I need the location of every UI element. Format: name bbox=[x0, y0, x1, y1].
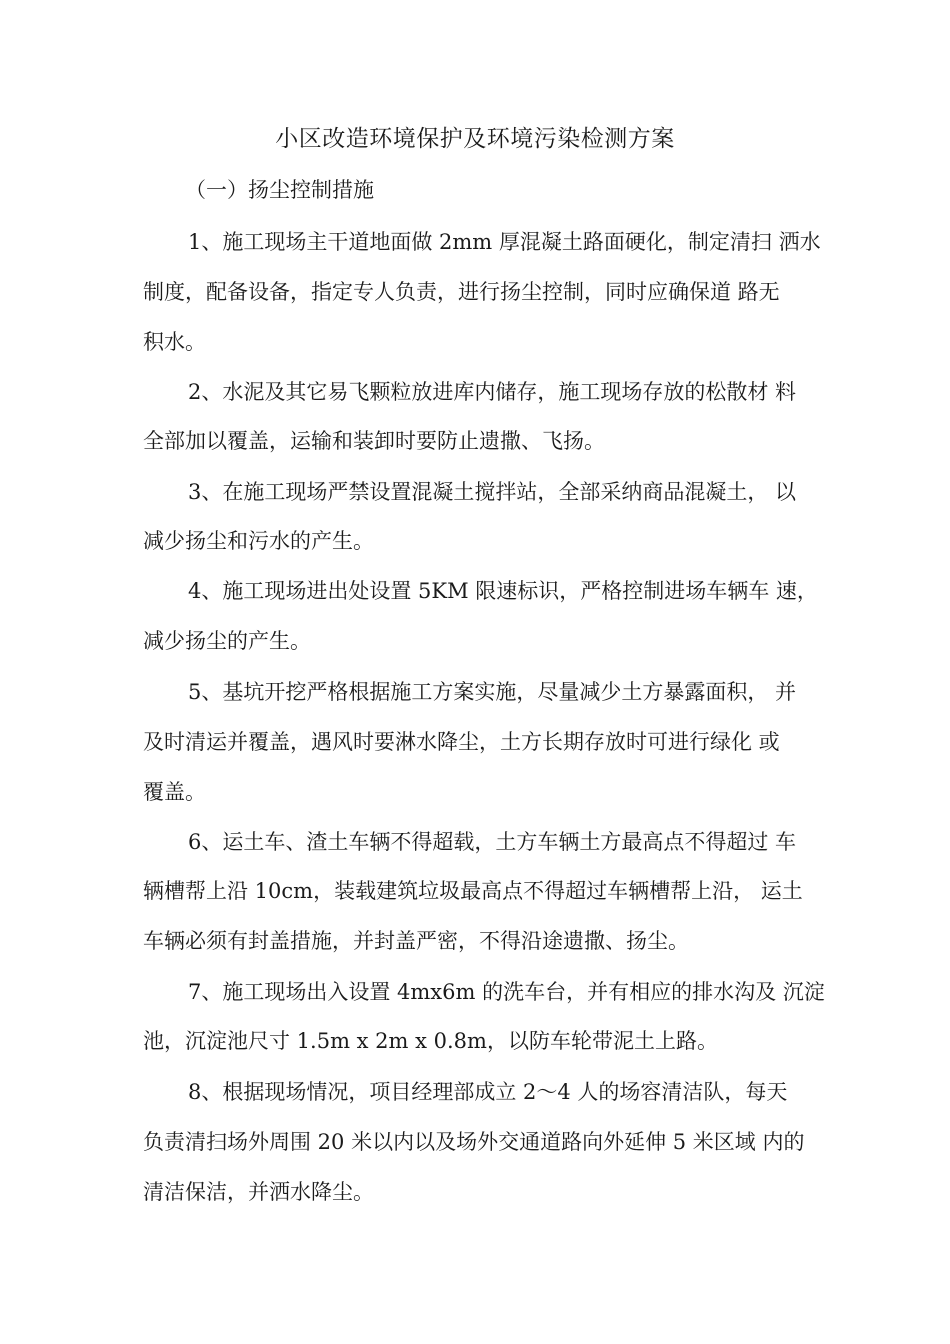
paragraph-7-line-2: 池，沉淀池尺寸 1.5m x 2m x 0.8m，以防车轮带泥土上路。 bbox=[143, 1029, 718, 1053]
paragraph-3-line-1: 3、在施工现场严禁设置混凝土搅拌站，全部采纳商品混凝土， 以 bbox=[188, 480, 797, 504]
paragraph-5-line-3: 覆盖。 bbox=[143, 780, 206, 804]
paragraph-4-line-2: 减少扬尘的产生。 bbox=[143, 629, 311, 653]
paragraph-6-line-3: 车辆必须有封盖措施，并封盖严密，不得沿途遗撒、扬尘。 bbox=[143, 929, 689, 953]
section-heading: （一）扬尘控制措施 bbox=[185, 178, 374, 202]
paragraph-6-line-1: 6、运土车、渣土车辆不得超载，土方车辆土方最高点不得超过 车 bbox=[188, 830, 797, 854]
paragraph-8-line-2: 负责清扫场外周围 20 米以内以及场外交通道路向外延伸 5 米区域 内的 bbox=[143, 1130, 805, 1154]
paragraph-2-line-1: 2、水泥及其它易飞颗粒放进库内储存，施工现场存放的松散材 料 bbox=[188, 380, 797, 404]
paragraph-6-line-2: 辆槽帮上沿 10cm，装载建筑垃圾最高点不得超过车辆槽帮上沿， 运土 bbox=[143, 879, 803, 903]
paragraph-1-line-2: 制度，配备设备，指定专人负责，进行扬尘控制，同时应确保道 路无 bbox=[143, 280, 780, 304]
paragraph-2-line-2: 全部加以覆盖，运输和装卸时要防止遗撒、飞扬。 bbox=[143, 429, 605, 453]
paragraph-8-line-3: 清洁保洁，并洒水降尘。 bbox=[143, 1180, 374, 1204]
paragraph-1-line-3: 积水。 bbox=[143, 330, 206, 354]
paragraph-5-line-1: 5、基坑开挖严格根据施工方案实施，尽量减少土方暴露面积， 并 bbox=[188, 680, 797, 704]
paragraph-7-line-1: 7、施工现场出入设置 4mx6m 的洗车台，并有相应的排水沟及 沉淀 bbox=[188, 980, 825, 1004]
paragraph-1-line-1: 1、施工现场主干道地面做 2mm 厚混凝土路面硬化，制定清扫 洒水 bbox=[188, 230, 821, 254]
paragraph-8-line-1: 8、根据现场情况，项目经理部成立 2〜4 人的场容清洁队，每天 bbox=[188, 1080, 788, 1104]
paragraph-5-line-2: 及时清运并覆盖，遇风时要淋水降尘，土方长期存放时可进行绿化 或 bbox=[143, 730, 780, 754]
paragraph-3-line-2: 减少扬尘和污水的产生。 bbox=[143, 529, 374, 553]
document-title: 小区改造环境保护及环境污染检测方案 bbox=[275, 126, 675, 152]
paragraph-4-line-1: 4、施工现场进出处设置 5KM 限速标识，严格控制进场车辆车 速， bbox=[188, 579, 818, 603]
